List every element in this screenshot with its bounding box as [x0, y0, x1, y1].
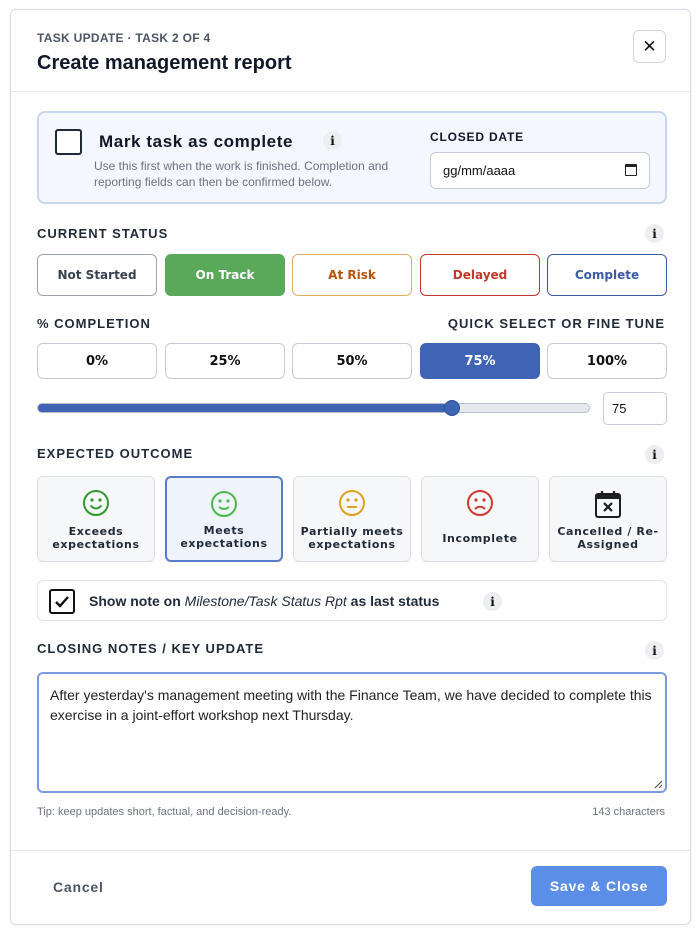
show-note-row[interactable]: [37, 580, 667, 621]
neutral-face-icon: [338, 489, 366, 517]
save-close-button[interactable]: Save & Close: [531, 866, 667, 906]
status-delayed-button[interactable]: Delayed: [420, 254, 540, 296]
task-update-dialog: [10, 9, 691, 925]
close-icon: ✕: [642, 36, 657, 56]
outcome-label: Exceeds expectations: [52, 525, 140, 551]
status-at-risk-button[interactable]: At Risk: [292, 254, 412, 296]
mark-complete-checkbox[interactable]: [55, 129, 82, 155]
outcome-label: Cancelled / Re- Assigned: [557, 525, 659, 551]
outcome-meets-option[interactable]: [165, 476, 283, 562]
info-icon[interactable]: i: [645, 445, 664, 464]
outcome-cancelled-re-option[interactable]: [549, 476, 667, 562]
dialog-footer: [11, 850, 690, 926]
show-note-label: [89, 593, 439, 609]
smile-face-icon: [210, 490, 238, 518]
show-note-prefix: Show note on: [89, 593, 185, 609]
quick-select-label: QUICK SELECT OR FINE TUNE: [447, 316, 665, 331]
cancel-button[interactable]: Cancel: [53, 879, 104, 895]
info-icon[interactable]: i: [645, 224, 664, 243]
outcome-label: Incomplete: [442, 532, 518, 545]
completion-50-button[interactable]: 50%: [292, 343, 412, 379]
mark-complete-label[interactable]: Mark task as complete: [99, 132, 294, 151]
checkmark-icon: [54, 595, 70, 609]
dialog-header: [11, 10, 690, 92]
completion-100-button[interactable]: 100%: [547, 343, 667, 379]
completion-slider-thumb[interactable]: [444, 400, 460, 416]
info-icon[interactable]: i: [323, 131, 342, 150]
completion-0-button[interactable]: 0%: [37, 343, 157, 379]
character-count: 143 characters: [592, 806, 665, 818]
closing-notes-label: CLOSING NOTES / KEY UPDATE: [37, 641, 265, 656]
closing-notes-text: After yesterday's management meeting with the Finance Team, we have decided to complete this exercise in a joint-effort workshop next Thursday.: [50, 687, 652, 723]
status-not-started-button[interactable]: Not Started: [37, 254, 157, 296]
show-note-suffix: as last status: [346, 593, 440, 609]
outcome-partially-meets-option[interactable]: [293, 476, 411, 562]
completion-slider-fill: [38, 404, 451, 412]
outcome-label: Meets expectations: [180, 524, 268, 550]
close-button[interactable]: [633, 30, 666, 63]
expected-outcome-label: EXPECTED OUTCOME: [37, 446, 194, 461]
closing-notes-textarea[interactable]: [37, 672, 667, 793]
happy-face-icon: [82, 489, 110, 517]
completion-number-input[interactable]: 75: [603, 392, 667, 425]
completion-25-button[interactable]: 25%: [165, 343, 285, 379]
info-icon[interactable]: i: [645, 641, 664, 660]
completion-label: % COMPLETION: [37, 316, 151, 331]
closed-date-input[interactable]: [430, 152, 650, 189]
dialog-title: Create management report: [37, 52, 292, 74]
calendar-icon[interactable]: [625, 164, 637, 176]
outcome-label: Partially meets expectations: [300, 525, 404, 551]
task-progress-eyebrow: TASK UPDATE · TASK 2 OF 4: [37, 31, 211, 45]
outcome-exceeds-option[interactable]: [37, 476, 155, 562]
completion-slider-track[interactable]: [37, 403, 590, 413]
closed-date-label: CLOSED DATE: [430, 130, 524, 144]
calendar-x-icon: [594, 489, 622, 517]
completion-75-button[interactable]: 75%: [420, 343, 540, 379]
date-placeholder: gg/mm/aaaa: [443, 163, 516, 178]
current-status-label: CURRENT STATUS: [37, 226, 169, 241]
resize-grip-icon[interactable]: [653, 779, 663, 789]
show-note-report-name: Milestone/Task Status Rpt: [184, 593, 347, 609]
outcome-incomplete-option[interactable]: [421, 476, 539, 562]
mark-complete-card: [37, 111, 667, 204]
status-complete-button[interactable]: Complete: [547, 254, 667, 296]
mark-complete-help: Use this first when the work is finished. Completion and reporting fields can then be confirmed below.: [94, 159, 389, 189]
info-icon[interactable]: i: [483, 592, 502, 611]
notes-tip: Tip: keep updates short, factual, and decision-ready.: [37, 806, 292, 818]
show-note-checkbox[interactable]: [49, 589, 75, 614]
sad-face-icon: [466, 489, 494, 517]
status-on-track-button[interactable]: On Track: [165, 254, 285, 296]
